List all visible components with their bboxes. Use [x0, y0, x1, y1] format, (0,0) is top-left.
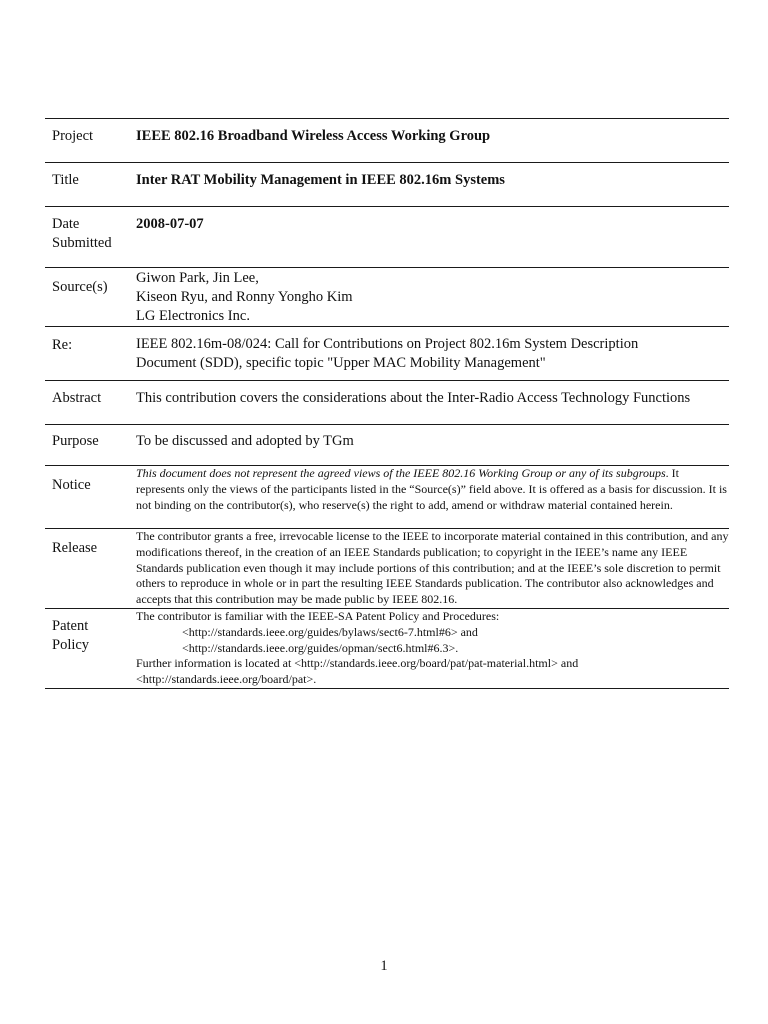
project-value: IEEE 802.16 Broadband Wireless Access Working Group — [136, 119, 729, 163]
notice-label: Notice — [45, 466, 136, 529]
cover-sheet-table — [45, 118, 729, 689]
re-line1: IEEE 802.16m-08/024: Call for Contributions on Project 802.16m System Description — [136, 336, 639, 352]
date-label-line2: Submitted — [52, 234, 112, 251]
page-number: 1 — [380, 958, 388, 974]
re-line2: Document (SDD), specific topic "Upper MAC Mobility Management" — [136, 355, 546, 371]
row-date-submitted — [45, 207, 729, 268]
notice-value — [136, 466, 729, 529]
row-re — [45, 327, 729, 381]
abstract-value: This contribution covers the considerations about the Inter-Radio Access Technology Functions — [136, 381, 729, 425]
row-title — [45, 163, 729, 207]
date-value: 2008-07-07 — [136, 207, 729, 268]
purpose-label: Purpose — [45, 425, 136, 466]
patent-line1: The contributor is familiar with the IEEE-SA Patent Policy and Procedures: — [136, 609, 500, 623]
row-notice — [45, 466, 729, 529]
patent-label — [45, 609, 136, 689]
patent-label-line2: Policy — [52, 636, 90, 653]
sources-label: Source(s) — [45, 268, 136, 327]
patent-line4: Further information is located at <http://standards.ieee.org/board/pat/pat-material.html> and — [136, 656, 579, 671]
patent-link-opman: <http://standards.ieee.org/guides/opman/sect6.html#6.3>. — [182, 640, 459, 655]
release-label: Release — [45, 529, 136, 609]
notice-text: . It represents only the views of the participants listed in the “Source(s)” field above. It is offered as a basis for discussion. It is not binding on the contributor(s), who reserve(s) the right to add, amend or withdraw material contained herein. — [136, 466, 727, 512]
sources-value — [136, 268, 729, 327]
sources-line3: LG Electronics Inc. — [136, 308, 250, 324]
notice-italic-text: This document does not represent the agreed views of the IEEE 802.16 Working Group or any of its subgroups — [136, 466, 666, 480]
date-label-line1: Date — [52, 216, 80, 232]
patent-line5: <http://standards.ieee.org/board/pat>. — [136, 672, 317, 687]
patent-link-bylaws: <http://standards.ieee.org/guides/bylaws/sect6-7.html#6> and — [182, 624, 478, 639]
release-value: The contributor grants a free, irrevocable license to the IEEE to incorporate material contained in this contribution, and any modifications thereof, in the creation of an IEEE Standards publication; to copyright in the IEEE’s name any IEEE Standards publication even though it may include portions of this contribution; and at the IEEE’s sole discretion to permit others to reproduce in whole or in part the resulting IEEE Standards publication. The contributor also acknowledges and accepts that this contribution may be made public by IEEE 802.16. — [136, 529, 729, 609]
row-project — [45, 119, 729, 163]
sources-line2: Kiseon Ryu, and Ronny Yongho Kim — [136, 289, 353, 305]
title-value: Inter RAT Mobility Management in IEEE 802.16m Systems — [136, 163, 729, 207]
row-purpose — [45, 425, 729, 466]
patent-value — [136, 609, 729, 689]
patent-label-line1: Patent — [52, 618, 89, 634]
row-sources — [45, 268, 729, 327]
row-release — [45, 529, 729, 609]
row-patent-policy — [45, 609, 729, 689]
sources-line1: Giwon Park, Jin Lee, — [136, 270, 259, 286]
abstract-label: Abstract — [45, 381, 136, 425]
re-label: Re: — [45, 327, 136, 381]
purpose-value: To be discussed and adopted by TGm — [136, 425, 729, 466]
title-label: Title — [45, 163, 136, 207]
project-label: Project — [45, 119, 136, 163]
row-abstract — [45, 381, 729, 425]
re-value — [136, 327, 729, 381]
date-label — [45, 207, 136, 268]
